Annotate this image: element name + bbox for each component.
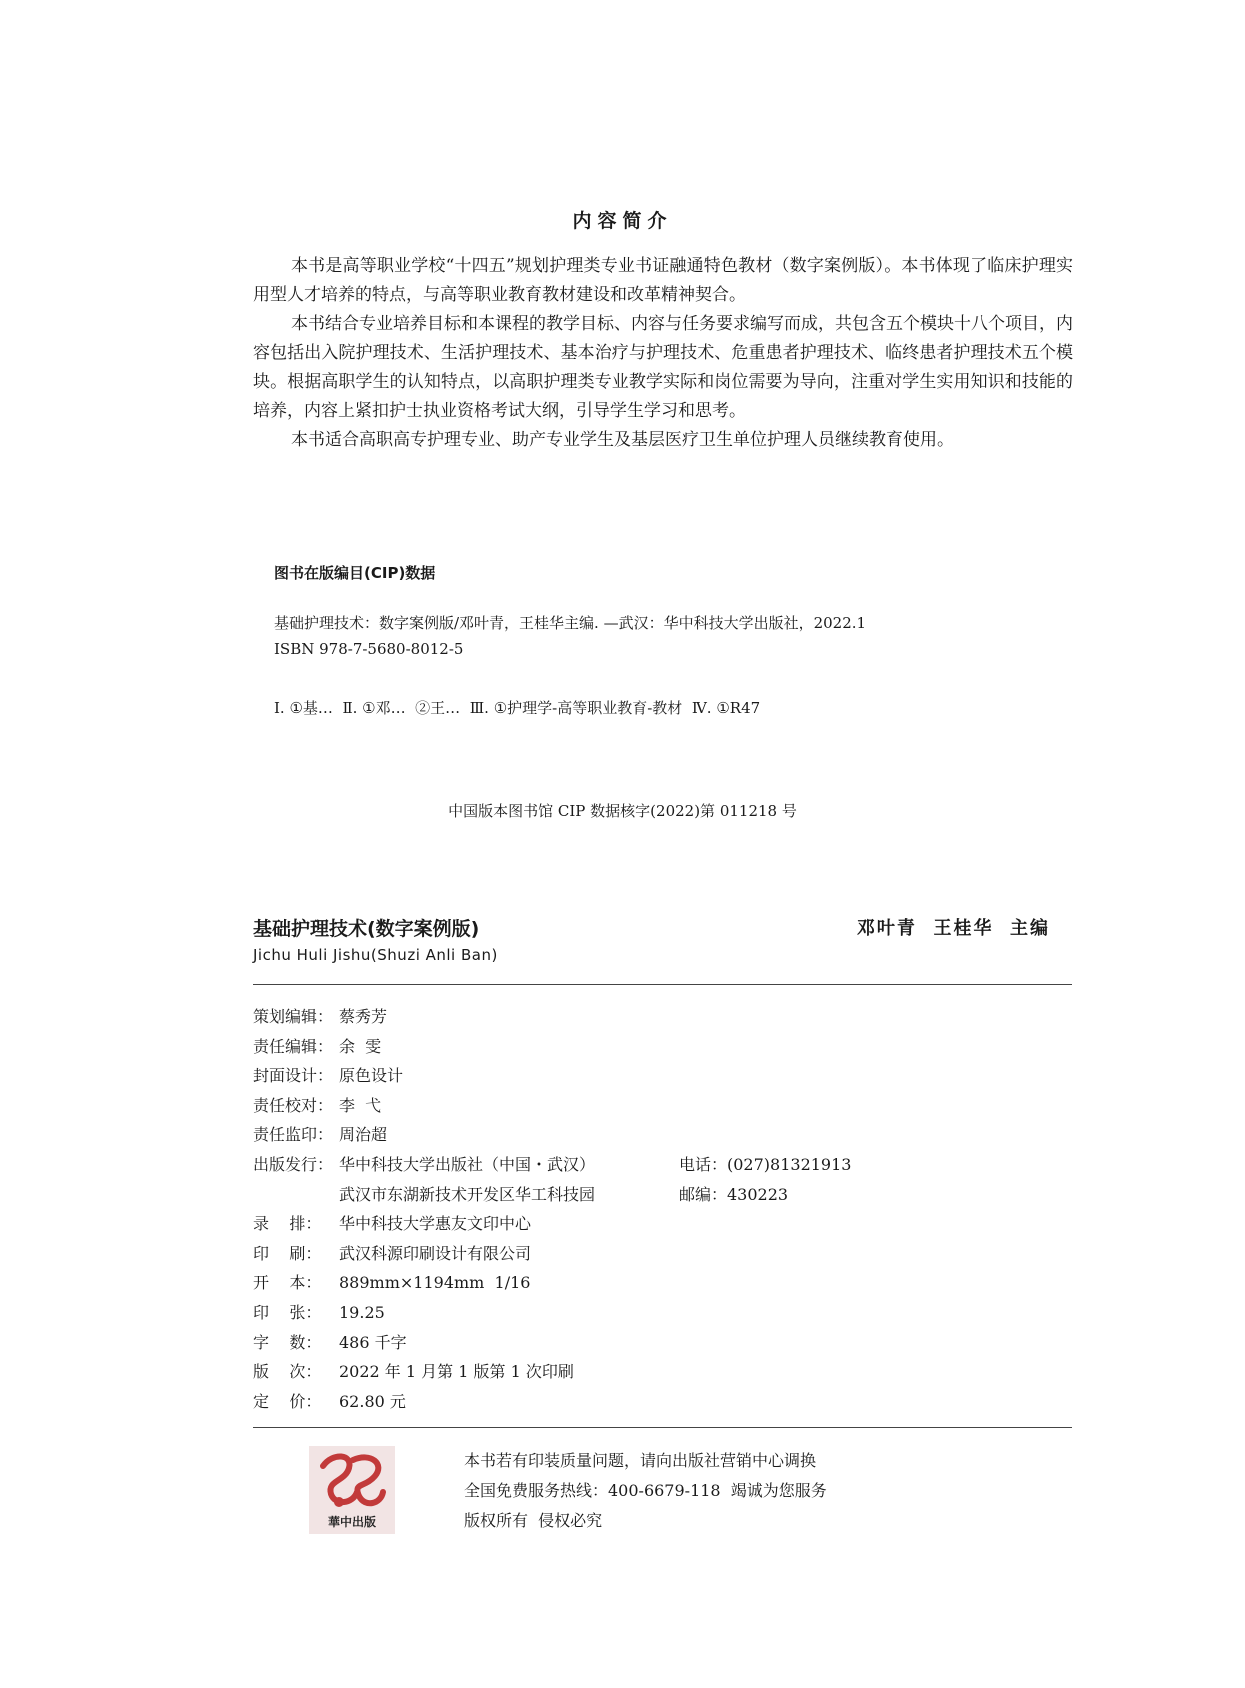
- info-label: 策划编辑：: [253, 1007, 334, 1026]
- info-label: 责任编辑：: [253, 1036, 334, 1056]
- intro-paragraph: 本书适合高职高专护理专业、助产专业学生及基层医疗卫生单位护理人员继续教育使用。: [291, 430, 954, 450]
- info-label: 印 张：: [253, 1302, 322, 1322]
- intro-title: 内容简介: [572, 210, 673, 232]
- info-label: 责任校对：: [253, 1095, 334, 1115]
- info-label: 责任监印：: [253, 1125, 334, 1145]
- info-row: [253, 1150, 852, 1180]
- info-row: [253, 1209, 595, 1239]
- info-row: [253, 1061, 595, 1091]
- info-row: [253, 1387, 595, 1417]
- cip-line-isbn: ISBN 978-7-5680-8012-5: [274, 640, 464, 658]
- info-row: [253, 1298, 595, 1328]
- publisher-logo-icon: [309, 1446, 395, 1534]
- info-label: 印 刷：: [253, 1243, 322, 1263]
- book-title: 基础护理技术(数字案例版): [253, 918, 480, 940]
- notice-line: 本书若有印装质量问题，请向出版社营销中心调换: [464, 1451, 817, 1470]
- divider: [253, 1427, 1072, 1428]
- info-label: 开 本：: [253, 1273, 322, 1293]
- info-row: [253, 1091, 595, 1121]
- info-label: 封面设计：: [253, 1066, 334, 1086]
- info-value: 周治超: [339, 1125, 388, 1145]
- publisher-logo: [309, 1446, 395, 1534]
- intro-paragraph: 本书结合专业培养目标和本课程的教学目标、内容与任务要求编写而成，共包含五个模块十八个项目，内容包括出入院护理技术、生活护理技术、基本治疗与护理技术、危重患者护理技术、临终患者护理技术五个模块。根据高职学生的认知特点，以高职护理类专业教学实际和岗位需要为导向，注重对学生实用知识和技能的培养，内容上紧扣护士执业资格考试大纲，引导学生学习和思考。: [253, 314, 1073, 421]
- info-value: 62.80 元: [339, 1391, 406, 1411]
- cip-line-title: 基础护理技术：数字案例版/邓叶青，王桂华主编. —武汉：华中科技大学出版社，2022.1: [274, 614, 867, 632]
- info-value: 余 雯: [339, 1036, 382, 1056]
- info-value: 889mm×1194mm 1/16: [339, 1273, 531, 1293]
- info-row: [253, 1268, 595, 1298]
- info-value: 武汉市东湖新技术开发区华工科技园: [339, 1184, 596, 1204]
- info-row: [253, 1002, 595, 1032]
- publication-info: [253, 1002, 852, 1416]
- info-value: 2022 年 1 月第 1 版第 1 次印刷: [339, 1362, 574, 1382]
- notice-copyright: 版权所有 侵权必究: [464, 1511, 603, 1530]
- info-value: 华中科技大学出版社（中国・武汉）: [339, 1154, 596, 1174]
- cip-number: 中国版本图书馆 CIP 数据核字(2022)第 011218 号: [448, 802, 797, 820]
- book-editors: 邓叶青 王桂华 主编: [856, 918, 1050, 939]
- info-label: 版 次：: [253, 1362, 322, 1382]
- info-value: 486 千字: [339, 1332, 407, 1352]
- info-label: 录 排：: [253, 1214, 322, 1234]
- info-row: [253, 1328, 595, 1358]
- notice-hotline: 全国免费服务热线：400-6679-118 竭诚为您服务: [464, 1481, 827, 1500]
- logo-text: 華中出版: [327, 1515, 377, 1529]
- info-label: 出版发行：: [253, 1154, 334, 1174]
- info-value: 19.25: [339, 1302, 385, 1322]
- info-row: [253, 1180, 789, 1210]
- info-label: 定 价：: [253, 1391, 322, 1411]
- divider: [253, 984, 1072, 985]
- info-row: [253, 1357, 595, 1387]
- info-value: 原色设计: [339, 1066, 404, 1086]
- info-value: 武汉科源印刷设计有限公司: [339, 1243, 532, 1263]
- info-value: 蔡秀芳: [339, 1007, 388, 1026]
- book-pinyin-title: Jichu Huli Jishu(Shuzi Anli Ban): [253, 946, 498, 964]
- info-label: 字 数：: [253, 1332, 322, 1352]
- info-phone: 电话：(027)81321913: [679, 1154, 852, 1174]
- cip-heading: 图书在版编目(CIP)数据: [274, 564, 436, 582]
- info-row: [253, 1239, 595, 1269]
- intro-paragraph: 本书是高等职业学校“十四五”规划护理类专业书证融通特色教材（数字案例版）。本书体现了临床护理实用型人才培养的特点，与高等职业教育教材建设和改革精神契合。: [253, 256, 1073, 305]
- intro-body: [253, 252, 1073, 455]
- cip-line-classification: Ⅰ. ①基… Ⅱ. ①邓… ②王… Ⅲ. ①护理学-高等职业教育-教材 Ⅳ. ①R47: [274, 699, 761, 717]
- info-value: 李 弋: [339, 1095, 382, 1115]
- info-value: 华中科技大学惠友文印中心: [339, 1214, 532, 1234]
- info-postcode: 邮编：430223: [679, 1184, 789, 1204]
- quality-notice: [464, 1446, 827, 1536]
- info-row: [253, 1032, 595, 1062]
- info-row: [253, 1120, 595, 1150]
